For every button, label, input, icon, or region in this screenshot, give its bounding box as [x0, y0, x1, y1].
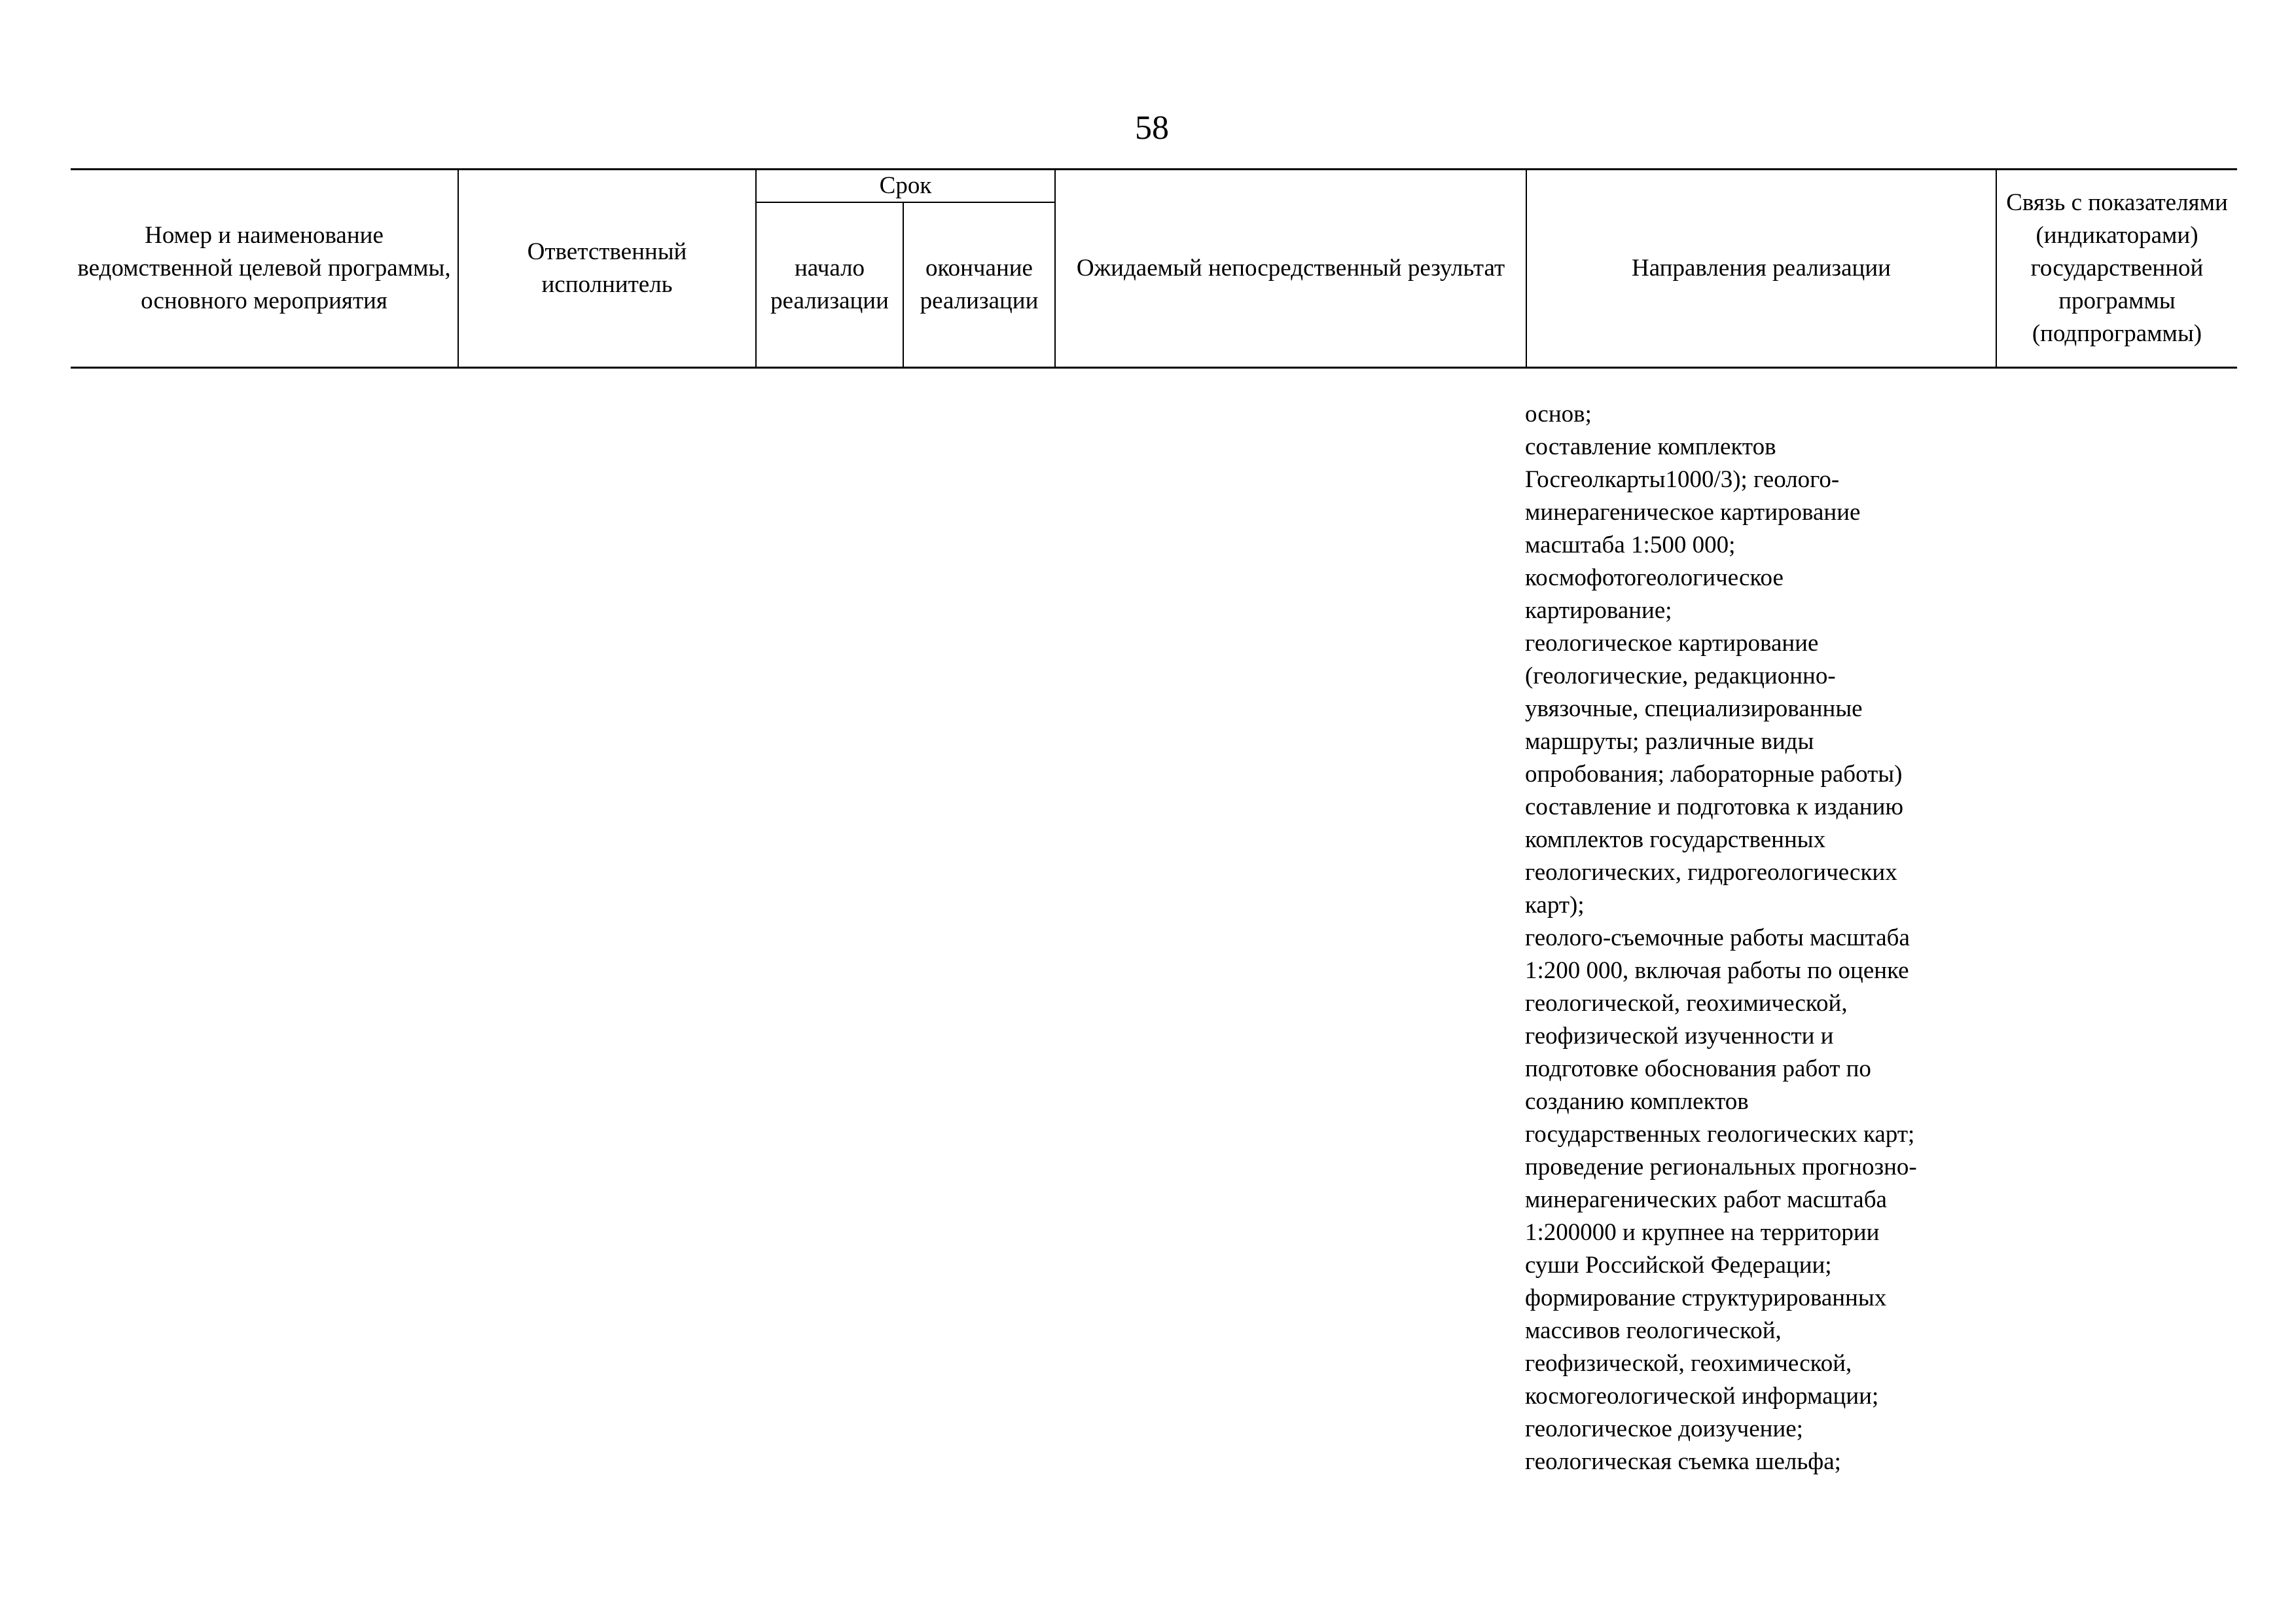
- header-expected-result: Ожидаемый непосредственный результат: [1055, 170, 1526, 368]
- header-indicators-link: Связь с показателями (индикаторами) государственной программы (подпрограммы): [1996, 170, 2237, 368]
- header-directions: Направления реализации: [1526, 170, 1996, 368]
- header-start: начало реализации: [756, 202, 903, 368]
- header-term: Срок: [756, 170, 1055, 203]
- header-end: окончание реализации: [903, 202, 1055, 368]
- directions-text: основ; составление комплектов Госгеолкарты1000/3); геолого- минерагеническое картирование масштаба 1:500 000; космофотогеологическое картирование; геологическое картирование (геологические, редакционно- увязочные, специализированные маршруты; различные виды опробования; лабораторные работы) составление и подготовка к изданию комплектов государственных геологических, гидрогеологических карт); геолого-съемочные работы масштаба 1:200 000, включая работы по оценке геологической, геохимической, геофизической изученности и подготовке обоснования работ по созданию комплектов государственных геологических карт; проведение региональных прогнозно- минерагенических работ масштаба 1:200000 и крупнее на территории суши Российской Федерации; формирование структурированных массивов геологической, геофизической, геохимической, космогеологической информации; геологическое доизучение; геологическая съемка шельфа;: [1525, 401, 1917, 1475]
- header-program-name: Номер и наименование ведомственной целевой программы, основного мероприятия: [71, 170, 458, 368]
- table-header: [71, 168, 2237, 369]
- page-number: 58: [1135, 109, 1169, 147]
- header-responsible: Ответственный исполнитель: [458, 170, 756, 368]
